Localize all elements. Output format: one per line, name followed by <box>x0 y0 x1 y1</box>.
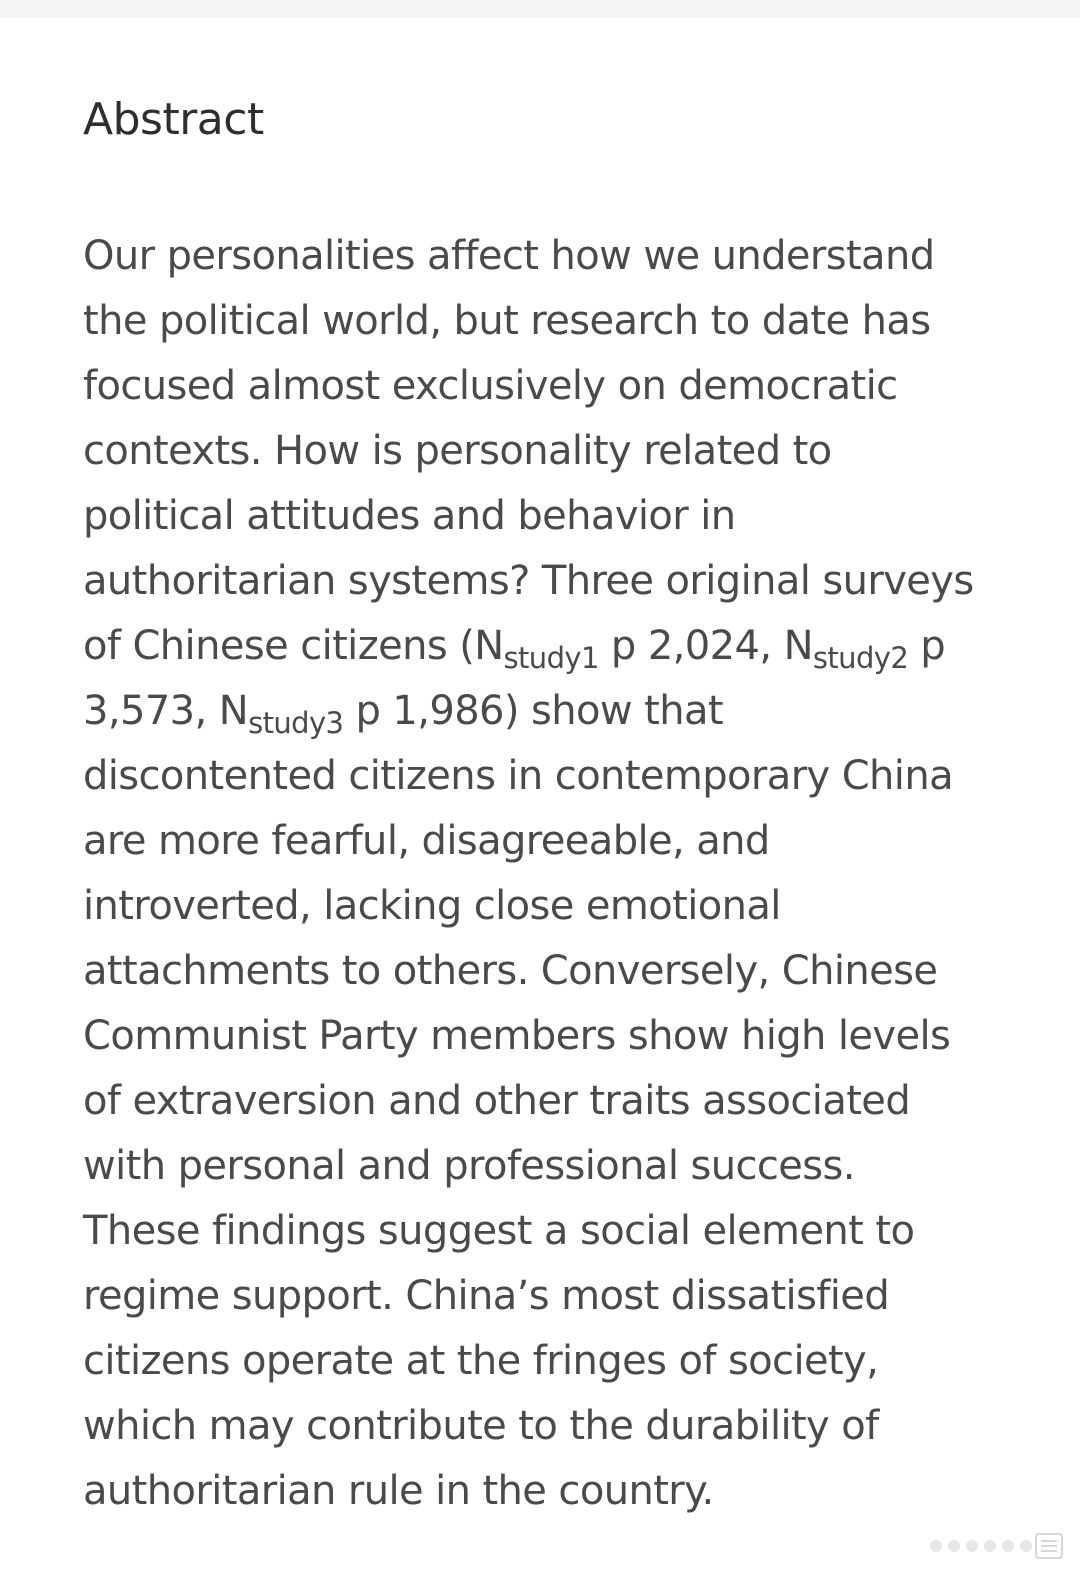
abstract-text: with personal and professional success. <box>83 1143 855 1189</box>
abstract-text: 3,573, N <box>83 688 249 734</box>
abstract-line <box>83 224 1013 289</box>
abstract-text: are more fearful, disagreeable, and <box>83 818 770 864</box>
abstract-line <box>83 1394 1013 1459</box>
abstract-line <box>83 939 1013 1004</box>
abstract-text: introverted, lacking close emotional <box>83 883 781 929</box>
image-menu-icon-graphic <box>928 1531 1066 1561</box>
abstract-text: citizens operate at the fringes of society, <box>83 1338 879 1384</box>
abstract-text: attachments to others. Conversely, Chinese <box>83 948 938 994</box>
abstract-text: These findings suggest a social element to <box>83 1208 915 1254</box>
abstract-text: political attitudes and behavior in <box>83 493 736 539</box>
abstract-line <box>83 874 1013 939</box>
abstract-line <box>83 289 1013 354</box>
subscript-text: study3 <box>248 706 344 740</box>
abstract-text: the political world, but research to date has <box>83 298 931 344</box>
abstract-section <box>83 90 1013 1524</box>
top-band <box>0 0 1080 18</box>
abstract-line <box>83 354 1013 419</box>
subscript-text: study1 <box>503 641 599 675</box>
abstract-line <box>83 1069 1013 1134</box>
abstract-text: which may contribute to the durability of <box>83 1403 879 1449</box>
abstract-text: p 2,024, N <box>598 623 813 669</box>
abstract-text: authoritarian rule in the country. <box>83 1468 714 1514</box>
abstract-line <box>83 549 1013 614</box>
abstract-body <box>83 224 1013 1524</box>
abstract-text: of extraversion and other traits associated <box>83 1078 911 1124</box>
abstract-line <box>83 744 1013 809</box>
abstract-line <box>83 614 1013 679</box>
abstract-text: of Chinese citizens (N <box>83 623 504 669</box>
abstract-line <box>83 1459 1013 1524</box>
abstract-text: regime support. China’s most dissatisfied <box>83 1273 890 1319</box>
abstract-heading: Abstract <box>83 94 264 145</box>
subscript-text: study2 <box>812 641 909 675</box>
abstract-text: Our personalities affect how we understand <box>83 233 935 279</box>
abstract-line <box>83 1134 1013 1199</box>
abstract-text: p 1,986) show that <box>343 688 723 734</box>
abstract-text: contexts. How is personality related to <box>83 428 832 474</box>
abstract-text: p <box>908 623 946 669</box>
abstract-text: authoritarian systems? Three original surveys <box>83 558 974 604</box>
abstract-line <box>83 809 1013 874</box>
abstract-line <box>83 419 1013 484</box>
abstract-line <box>83 484 1013 549</box>
abstract-line <box>83 1329 1013 1394</box>
abstract-text: discontented citizens in contemporary China <box>83 753 953 799</box>
abstract-line <box>83 1264 1013 1329</box>
abstract-text: focused almost exclusively on democratic <box>83 363 898 409</box>
abstract-line <box>83 679 1013 744</box>
image-menu-icon[interactable] <box>928 1531 1066 1561</box>
abstract-line <box>83 1004 1013 1069</box>
abstract-line <box>83 1199 1013 1264</box>
abstract-text: Communist Party members show high levels <box>83 1013 951 1059</box>
